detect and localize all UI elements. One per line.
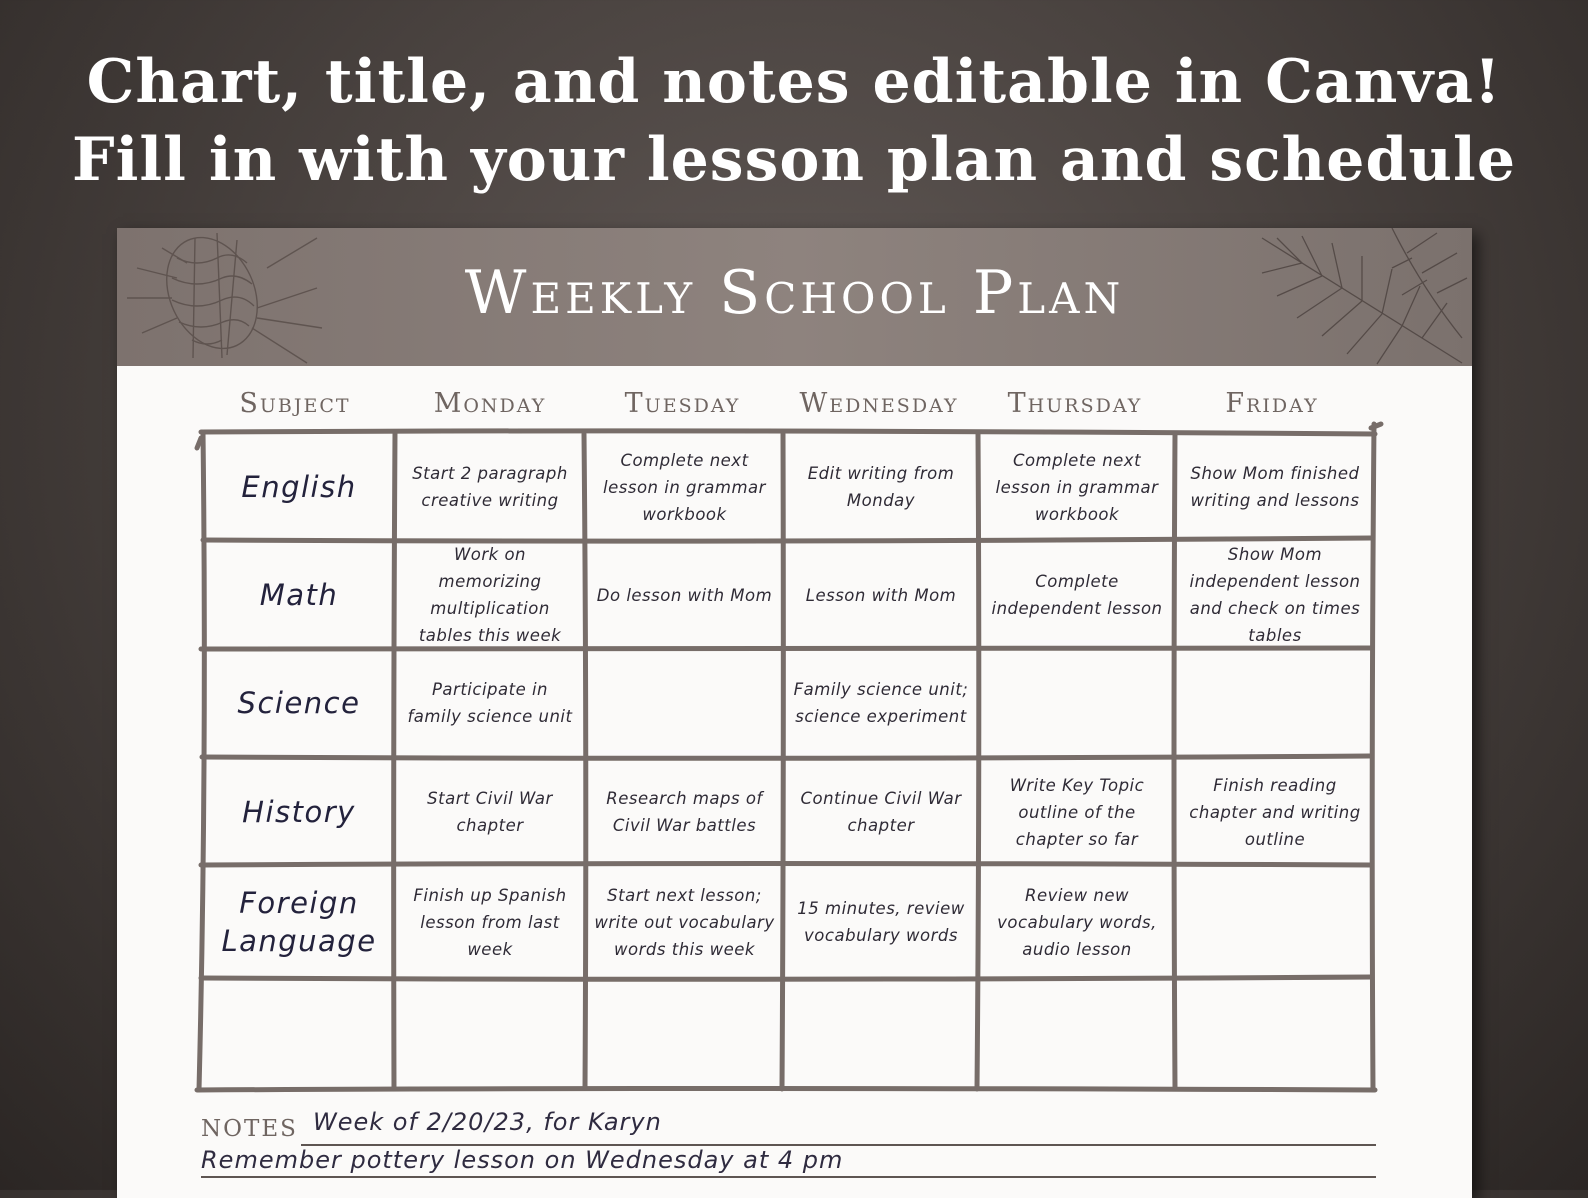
cell-foreign-language-wednesday[interactable]: 15 minutes, review vocabulary words	[797, 899, 965, 945]
cell-math-monday[interactable]: Work on memorizing multiplication tables this week	[418, 545, 562, 645]
notes-rule-2	[201, 1176, 1376, 1178]
cell-science-wednesday[interactable]: Family science unit; science experiment	[793, 680, 969, 726]
cell-english-tuesday[interactable]: Complete next lesson in grammar workbook	[603, 450, 766, 524]
cell-science-friday[interactable]	[1177, 650, 1373, 756]
promo-line-2: Fill in with your lesson plan and schedule	[71, 125, 1517, 195]
planner-sheet	[117, 228, 1472, 1198]
page-title: Weekly School Plan	[464, 258, 1125, 328]
notes-line-2[interactable]: Remember pottery lesson on Wednesday at 4 pm	[201, 1146, 844, 1174]
subject-foreign-language: Foreign Language	[221, 886, 377, 958]
cell-empty-thursday[interactable]	[980, 980, 1174, 1088]
cell-math-thursday[interactable]: Complete independent lesson	[991, 572, 1163, 618]
cell-science-tuesday[interactable]	[587, 650, 782, 756]
column-header-monday: Monday	[433, 388, 547, 419]
cell-english-thursday[interactable]: Complete next lesson in grammar workbook	[995, 450, 1159, 524]
promo-line-1: Chart, title, and notes editable in Canva!	[86, 47, 1502, 117]
cell-history-monday[interactable]: Start Civil War chapter	[427, 789, 553, 835]
column-header-subject: Subject	[239, 388, 351, 419]
cell-empty-tuesday[interactable]	[587, 980, 782, 1088]
cell-history-friday[interactable]: Finish reading chapter and writing outline	[1189, 775, 1361, 849]
notes-label: NOTES	[201, 1116, 298, 1142]
cell-english-friday[interactable]: Show Mom finished writing and lessons	[1190, 464, 1360, 510]
cell-math-wednesday[interactable]: Lesson with Mom	[805, 585, 957, 605]
cell-math-friday[interactable]: Show Mom independent lesson and check on times tables	[1189, 545, 1361, 645]
cell-science-thursday[interactable]	[980, 650, 1174, 756]
cell-foreign-language-monday[interactable]: Finish up Spanish lesson from last week	[413, 885, 567, 959]
subject-science: Science	[237, 686, 361, 720]
cell-empty-monday[interactable]	[397, 980, 583, 1088]
cell-history-wednesday[interactable]: Continue Civil War chapter	[800, 789, 962, 835]
cell-english-wednesday[interactable]: Edit writing from Monday	[807, 464, 955, 510]
column-header-wednesday: Wednesday	[799, 388, 959, 419]
subject-empty[interactable]	[205, 980, 393, 1088]
cell-math-tuesday[interactable]: Do lesson with Mom	[596, 585, 773, 605]
cell-foreign-language-tuesday[interactable]: Start next lesson; write out vocabulary words this week	[594, 885, 775, 959]
cell-foreign-language-thursday[interactable]: Review new vocabulary words, audio lesson	[997, 885, 1157, 959]
subject-math: Math	[259, 578, 339, 612]
cell-english-monday[interactable]: Start 2 paragraph creative writing	[412, 464, 568, 510]
column-header-tuesday: Tuesday	[624, 388, 741, 419]
cell-science-monday[interactable]: Participate in family science unit	[407, 680, 573, 726]
cell-foreign-language-friday[interactable]	[1177, 867, 1373, 977]
cell-history-thursday[interactable]: Write Key Topic outline of the chapter so far	[1009, 775, 1145, 849]
subject-english: English	[241, 470, 357, 504]
notes-line-1[interactable]: Week of 2/20/23, for Karyn	[313, 1108, 662, 1136]
column-header-friday: Friday	[1225, 388, 1319, 419]
subject-history: History	[242, 795, 356, 829]
cell-history-tuesday[interactable]: Research maps of Civil War battles	[606, 789, 763, 835]
title-banner	[117, 228, 1472, 366]
column-header-thursday: Thursday	[1007, 388, 1143, 419]
cell-empty-friday[interactable]	[1177, 980, 1373, 1088]
cell-empty-wednesday[interactable]	[785, 980, 977, 1088]
